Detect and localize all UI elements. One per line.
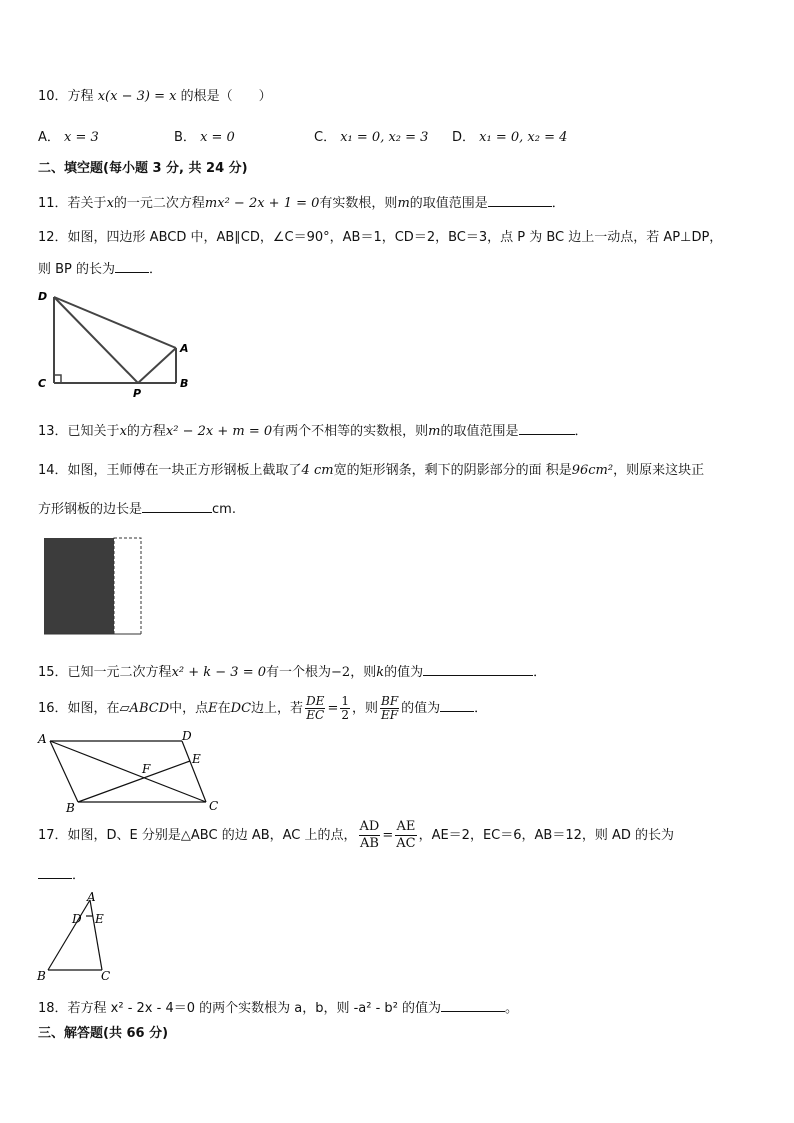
side-dc: DC [230,701,252,716]
q14-figure [42,536,144,636]
q14-text: ，则原来这块正 [613,463,705,478]
side-ad [54,297,176,348]
label-a: A [180,342,189,355]
q13-equation: x² − 2x + m = 0 [165,424,273,439]
label-b: B [66,801,75,815]
q10-option-b[interactable] [174,129,235,147]
q18 [38,998,518,1018]
fraction-one-half [340,695,350,722]
label-e: E [95,912,104,926]
q13-text: 已知关于 [67,424,120,439]
q14-text: 方形钢板的边长是 [38,502,143,517]
q10-text: 方程 [67,89,94,104]
option-text: x₁ = 0, x₂ = 3 [340,130,429,145]
q11-number: 11． [38,196,68,211]
q15-end: ． [533,665,547,680]
q13-text: 的方程 [126,424,166,439]
q14-answer-blank[interactable] [142,499,212,513]
q16-text: 在 [217,701,231,716]
q12-answer-blank[interactable] [115,259,149,273]
q11 [38,193,565,213]
option-letter: D． [452,130,476,145]
q10-option-c[interactable] [314,129,428,147]
q16-figure [32,728,232,816]
var-x: x [119,424,127,439]
q15-equation: x² + k − 3 = 0 [171,665,266,680]
denominator: AB [359,836,379,851]
q13-answer-blank[interactable] [519,421,575,435]
option-letter: A． [38,130,60,145]
label-a: A [87,890,96,904]
q17 [38,818,674,854]
q14-text: 14．如图，王师傅在一块正方形钢板上截取了 [38,463,302,478]
q11-text: 有实数根，则 [319,196,398,211]
numerator: 1 [341,694,349,708]
q12-figure [30,285,200,400]
segment-be [78,761,190,802]
q12-text: 则 BP 的长为 [38,262,116,277]
label-e: E [192,752,201,766]
equals-sign: = [327,701,339,716]
q10-number: 10． [38,89,68,104]
side-dc [182,741,206,802]
numerator: BF [381,694,399,708]
q13-number: 13． [38,424,68,439]
option-text: x = 0 [200,130,235,145]
label-b: B [37,969,46,983]
fraction-de-ec [305,695,325,722]
q11-text: 若关于 [67,196,107,211]
fraction-ae-ac [395,819,416,852]
var-x: x [106,196,114,211]
q10-option-d[interactable] [452,129,567,147]
segment-dp [54,297,138,383]
denominator: EF [381,708,399,722]
q18-text: 18．若方程 x² - 2x - 4＝0 的两个实数根为 a，b，则 -a² - b² 的值为 [38,1001,442,1016]
segment-pa [138,348,176,383]
q10-text-end: 的根是（ ） [180,89,272,104]
q15-text: ，则 [350,665,377,680]
q16-text: 如图，在 [67,701,120,716]
equals-sign: = [382,828,394,843]
q15-answer-blank[interactable] [423,662,533,676]
q16-text: 的值为 [401,701,441,716]
label-b: B [180,377,189,390]
side-ac [90,900,102,970]
label-p: P [133,387,142,400]
numerator: AE [396,819,416,834]
label-c: C [209,799,219,813]
var-k: k [376,665,385,680]
q17-end: ． [72,868,86,883]
section-heading-fill-blank: 二、填空题(每小题 3 分, 共 24 分) [38,161,248,176]
option-text: x = 3 [64,130,99,145]
label-d: D [182,729,192,743]
q17-figure [34,890,124,986]
q11-text: 的取值范围是 [409,196,488,211]
q14-text: 宽的矩形钢条，剩下的阴影部分的面 积是 [333,463,572,478]
q14-area: 96cm² [571,463,614,478]
q15 [38,662,546,682]
q16-text: ，则 [351,701,378,716]
label-c: C [38,377,47,390]
denominator: 2 [341,708,349,722]
q15-text: 已知一元二次方程 [67,665,172,680]
q16-parallelogram: ▱ABCD [119,701,170,716]
q15-root: −2 [331,665,351,680]
option-text: x₁ = 0, x₂ = 4 [479,130,568,145]
q13-text: 有两个不相等的实数根，则 [272,424,429,439]
q11-text: 的一元二次方程 [113,196,205,211]
q13-text: 的取值范围是 [440,424,519,439]
q17-text: 17．如图，D、E 分别是△ABC 的边 AB，AC 上的点， [38,828,357,843]
q16 [38,694,487,724]
q16-answer-blank[interactable] [440,698,474,712]
q12-end: ． [149,262,163,277]
q18-answer-blank[interactable] [441,998,505,1012]
denominator: EC [306,708,325,722]
q14-unit: cm. [212,502,236,517]
q18-end: 。 [505,1001,519,1016]
label-c: C [101,969,111,983]
q10-equation: x(x − 3) = x [97,89,177,104]
q11-end: ． [551,196,565,211]
q16-text: 边上，若 [251,701,304,716]
shaded-region [44,538,114,634]
q15-number: 15． [38,665,68,680]
q14-line2 [38,499,236,519]
q14-line1 [38,462,704,480]
cut-strip [114,538,141,634]
q10-stem [38,88,272,106]
q13-end: ． [574,424,588,439]
q16-end: ． [474,701,488,716]
label-f: F [142,762,151,776]
q12-line1: 12．如图，四边形 ABCD 中，AB∥CD，∠C＝90°，AB＝1，CD＝2，BC＝3，点 P 为 BC 边上一动点，若 AP⊥DP， [38,230,723,245]
denominator: AC [396,836,416,851]
q17-line2 [38,865,85,885]
q10-option-a[interactable] [38,129,99,147]
section-heading-solutions: 三、解答题(共 66 分) [38,1026,169,1041]
label-d: D [38,290,48,303]
q14-width: 4 cm [301,463,334,478]
numerator: DE [306,694,325,708]
q11-equation: mx² − 2x + 1 = 0 [204,196,320,211]
q16-text: 中，点 [169,701,209,716]
fraction-bf-ef [380,695,399,722]
right-angle-mark [54,375,61,383]
q15-text: 有一个根为 [266,665,332,680]
q11-answer-blank[interactable] [488,193,552,207]
q16-number: 16． [38,701,68,716]
q13 [38,421,588,441]
q12-line2 [38,259,162,279]
label-a: A [38,732,47,746]
q15-text: 的值为 [384,665,424,680]
q17-text: ，AE＝2，EC＝6，AB＝12，则 AD 的长为 [418,828,675,843]
side-ab [48,900,90,970]
var-m: m [428,424,441,439]
var-m: m [397,196,410,211]
q17-answer-blank[interactable] [38,865,72,879]
fraction-ad-ab [359,819,381,852]
option-letter: B． [174,130,196,145]
numerator: AD [359,819,380,834]
point-e: E [208,701,218,716]
label-d: D [72,912,82,926]
option-letter: C． [314,130,337,145]
